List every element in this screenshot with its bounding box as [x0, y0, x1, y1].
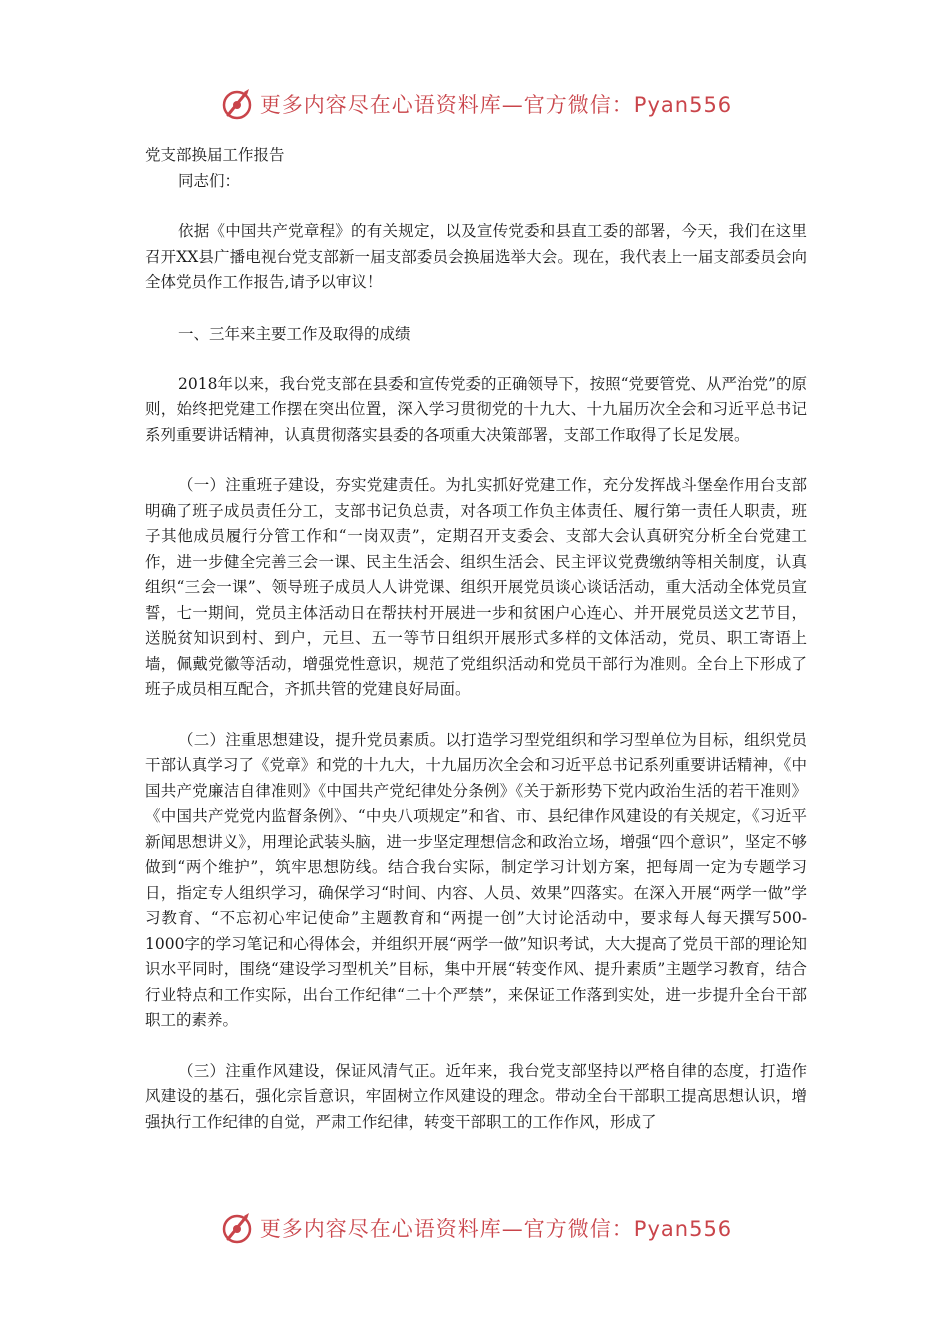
intro-paragraph: 依据《中国共产党章程》的有关规定，以及宣传党委和县直工委的部署，今天，我们在这里召开XX县广播电视台党支部新一届支部委员会换届选举大会。现在，我代表上一届支部委员会向全体党员作工作报告,请予以审议！ [145, 222, 807, 291]
watermark-banner-bottom [0, 1208, 950, 1248]
document-body [145, 142, 807, 1135]
watermark-banner-top [0, 84, 950, 124]
section-heading: 一、三年来主要工作及取得的成绩 [178, 324, 411, 343]
salutation: 同志们： [178, 172, 241, 190]
pen-circle-logo-icon [218, 85, 256, 123]
item-paragraph-3: （三）注重作风建设，保证风清气正。近年来，我台党支部坚持以严格自律的态度，打造作风建设的基石，强化宗旨意识，牢固树立作风建设的理念。带动全台干部职工提高思想认识，增强执行工作纪律的自觉，严肃工作纪律，转变干部职工的工作作风，形成了 [145, 1061, 807, 1131]
watermark-text: 更多内容尽在心语资料库—官方微信：Pyan556 [259, 93, 733, 117]
section-intro-paragraph: 2018年以来，我台党支部在县委和宣传党委的正确领导下，按照“党要管党、从严治党”的原则，始终把党建工作摆在突出位置，深入学习贯彻党的十九大、十九届历次全会和习近平总书记系列重要讲话精神，认真贯彻落实县委的各项重大决策部署，支部工作取得了长足发展。 [145, 374, 807, 444]
item-paragraph-2: （二）注重思想建设，提升党员素质。以打造学习型党组织和学习型单位为目标，组织党员干部认真学习了《党章》和党的十九大，十九届历次全会和习近平总书记系列重要讲话精神，《中国共产党廉洁自律准则》《中国共产党纪律处分条例》《关于新形势下党内政治生活的若干准则》《中国共产党党内监督条例》、“中央八项规定”和省、市、县纪律作风建设的有关规定，《习近平新闻思想讲义》，用理论武装头脑，进一步坚定理想信念和政治立场，增强“四个意识”，坚定不够做到“两个维护”，筑牢思想防线。结合我台实际，制定学习计划方案，把每周一定为专题学习日，指定专人组织学习，确保学习“时间、内容、人员、效果”四落实。在深入开展“两学一做”学习教育、“不忘初心牢记使命”主题教育和“两提一创”大讨论活动中，要求每人每天撰写500-1000字的学习笔记和心得体会，并组织开展“两学一做”知识考试，大大提高了党员干部的理论知识水平同时，围绕“建设学习型机关”目标，集中开展“转变作风、提升素质”主题学习教育，结合行业特点和工作实际，出台工作纪律“二十个严禁”，来保证工作落到实处，进一步提升全台干部职工的素养。 [145, 730, 807, 1029]
pen-circle-logo-icon [218, 1209, 256, 1247]
document-title: 党支部换届工作报告 [145, 146, 285, 164]
item-paragraph-1: （一）注重班子建设，夯实党建责任。为扎实抓好党建工作，充分发挥战斗堡垒作用台支部明确了班子成员责任分工，支部书记负总责，对各项工作负主体责任、履行第一责任人职责，班子其他成员履行分管工作和“一岗双责”，定期召开支委会、支部大会认真研究分析全台党建工作，进一步健全完善三会一课、民主生活会、组织生活会、民主评议党费缴纳等相关制度，认真组织“三会一课”、领导班子成员人人讲党课、组织开展党员谈心谈话活动，重大活动全体党员宣誓，七一期间，党员主体活动日在帮扶村开展进一步和贫困户心连心、并开展党员送文艺节目，送脱贫知识到村、到户，元旦、五一等节日组织开展形式多样的文体活动，党员、职工寄语上墙，佩戴党徽等活动，增强党性意识，规范了党组织活动和党员干部行为准则。全台上下形成了班子成员相互配合，齐抓共管的党建良好局面。 [145, 476, 807, 698]
watermark-text: 更多内容尽在心语资料库—官方微信：Pyan556 [259, 1217, 733, 1241]
